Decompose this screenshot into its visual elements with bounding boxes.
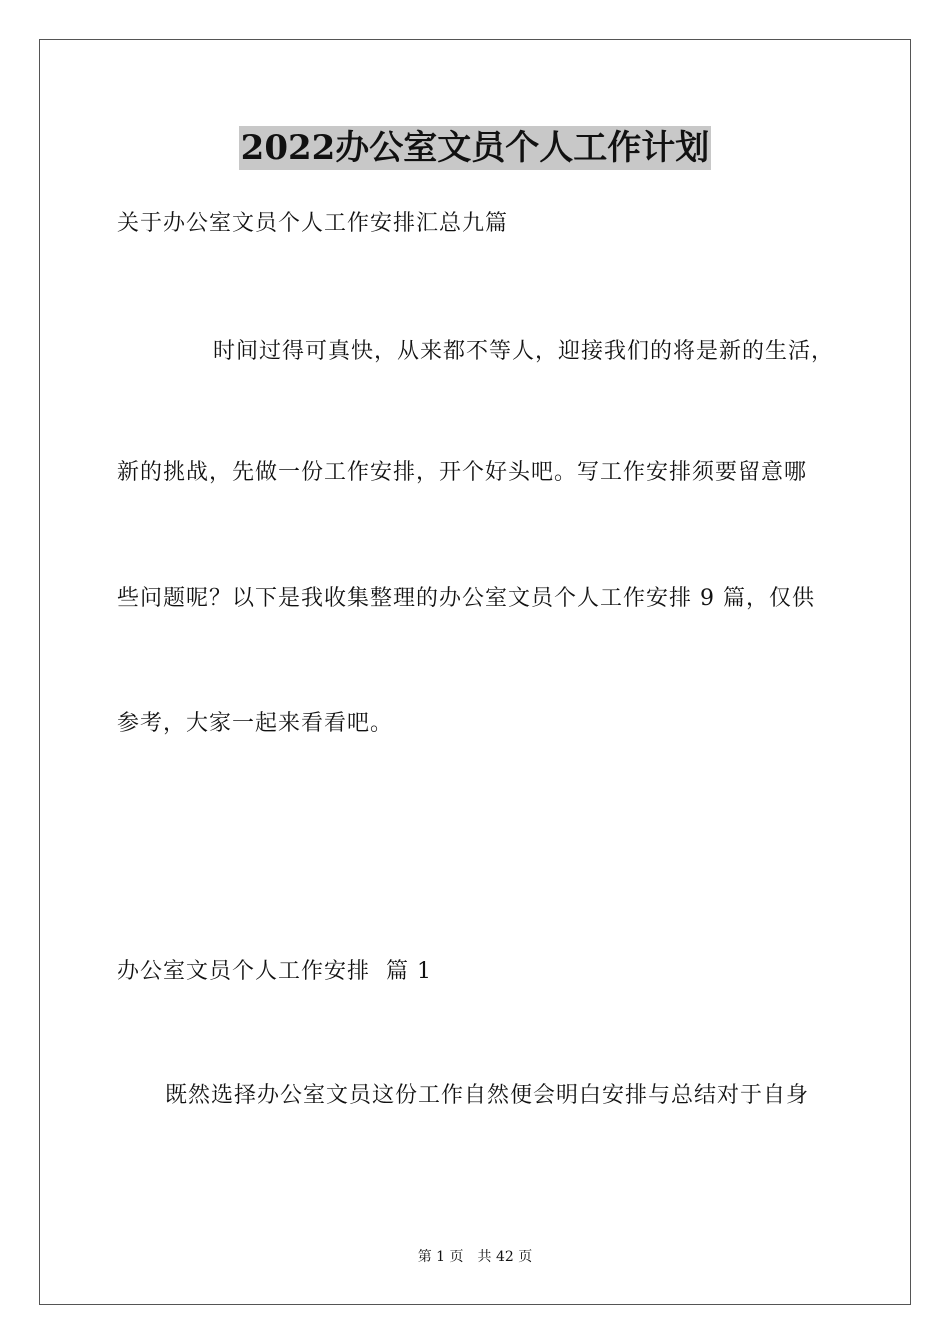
document-title: 2022办公室文员个人工作计划 xyxy=(240,128,710,168)
page-footer xyxy=(0,1248,950,1266)
intro-line-4: 参考，大家一起来看看吧。 xyxy=(117,711,394,736)
title-container xyxy=(0,126,950,170)
intro-line-3: 些问题呢？以下是我收集整理的办公室文员个人工作安排 9 篇，仅供 xyxy=(117,586,815,611)
page-total: 共 42 页 xyxy=(477,1249,533,1265)
section-heading: 办公室文员个人工作安排 篇 1 xyxy=(117,959,432,984)
section-first-line: 既然选择办公室文员这份工作自然便会明白安排与总结对于自身 xyxy=(165,1083,810,1108)
intro-line-2: 新的挑战，先做一份工作安排，开个好头吧。写工作安排须要留意哪 xyxy=(117,460,808,485)
document-subtitle: 关于办公室文员个人工作安排汇总九篇 xyxy=(117,211,509,236)
intro-line-1: 时间过得可真快，从来都不等人，迎接我们的将是新的生活， xyxy=(213,339,835,364)
page-number: 第 1 页 xyxy=(417,1249,464,1265)
